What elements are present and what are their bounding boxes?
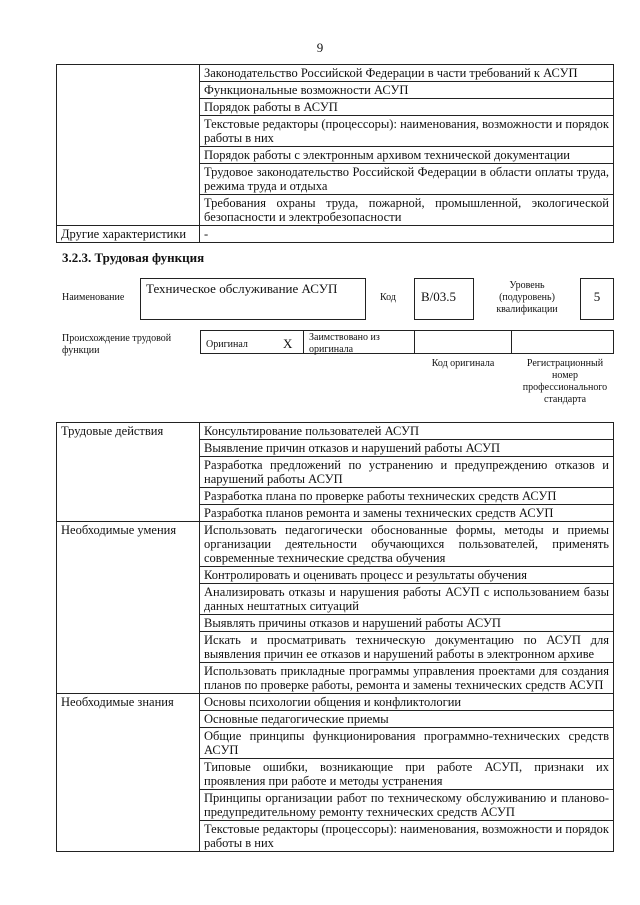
section-heading: 3.2.3. Трудовая функция <box>62 250 205 265</box>
code-original-label: Код оригинала <box>431 358 495 369</box>
code-value: B/03.5 <box>414 278 474 320</box>
main-table <box>56 422 614 852</box>
table-row: Общие принципы функционирования программно-технических средств АСУП <box>200 728 614 759</box>
level-label: Уровень (подуровень) квалификации <box>496 280 558 315</box>
table-row: Консультирование пользователей АСУП <box>200 423 614 440</box>
code-original-cell <box>414 330 512 354</box>
table-row: Функциональные возможности АСУП <box>200 82 614 99</box>
table-row: Искать и просматривать техническую документацию по АСУП для выявления причин ее отказов и нарушений работы в электронном архиве <box>200 632 614 663</box>
table-row: Порядок работы в АСУП <box>200 99 614 116</box>
table-row: Порядок работы с электронным архивом технической документации <box>200 147 614 164</box>
group-label: Необходимые знания <box>57 694 200 852</box>
table-row: Разработка плана по проверке работы технических средств АСУП <box>200 488 614 505</box>
table-row: Текстовые редакторы (процессоры): наименования, возможности и порядок работы в них <box>200 821 614 852</box>
code-label: Код <box>380 292 396 303</box>
original-mark: X <box>283 336 293 351</box>
table-row: Выявлять причины отказов и нарушений работы АСУП <box>200 615 614 632</box>
table-row: Текстовые редакторы (процессоры): наименования, возможности и порядок работы в них <box>200 116 614 147</box>
name-value: Техническое обслуживание АСУП <box>140 278 366 320</box>
origin-label: Происхождение трудовой функции <box>62 333 172 356</box>
table-row: Трудовое законодательство Российской Федерации в области оплаты труда, режима труда и отдыха <box>200 164 614 195</box>
other-characteristics-label: Другие характеристики <box>57 226 200 243</box>
table-row: Принципы организации работ по техническому обслуживанию и планово-предупредительному ремонту технических средств АСУП <box>200 790 614 821</box>
original-label: Оригинал <box>206 339 248 350</box>
page-number: 9 <box>316 40 324 55</box>
empty-label-cell <box>57 65 200 226</box>
group-label: Трудовые действия <box>57 423 200 522</box>
level-value: 5 <box>580 278 614 320</box>
table-row: Требования охраны труда, пожарной, промышленной, экологической безопасности и электробезопасности <box>200 195 614 226</box>
table-row: Анализировать отказы и нарушения работы АСУП с использованием базы данных нештатных ситуаций <box>200 584 614 615</box>
table-row: Основы психологии общения и конфликтологии <box>200 694 614 711</box>
table-row: Использовать педагогически обоснованные формы, методы и приемы организации деятельности обучающихся пользователей, применять современные технические средства обучения <box>200 522 614 567</box>
name-label: Наименование <box>62 292 125 303</box>
borrowed-label: Заимствовано из оригинала <box>309 332 380 355</box>
table-row: Основные педагогические приемы <box>200 711 614 728</box>
table-row: Контролировать и оценивать процесс и результаты обучения <box>200 567 614 584</box>
table-row: Разработка планов ремонта и замены технических средств АСУП <box>200 505 614 522</box>
table-row: Типовые ошибки, возникающие при работе АСУП, признаки их проявления при работе и методы устранения <box>200 759 614 790</box>
table-row: Законодательство Российской Федерации в части требований к АСУП <box>200 65 614 82</box>
table-row: Использовать прикладные программы управления проектами для создания планов по проверке работы, ремонта и замены технических средств АСУП <box>200 663 614 694</box>
reg-number-label: Регистрационный номер профессионального стандарта <box>522 358 608 405</box>
table-row: Выявление причин отказов и нарушений работы АСУП <box>200 440 614 457</box>
group-label: Необходимые умения <box>57 522 200 694</box>
table-row: Разработка предложений по устранению и предупреждению отказов и нарушений работы АСУП <box>200 457 614 488</box>
top-table <box>56 64 614 243</box>
other-characteristics-value: - <box>200 226 614 243</box>
